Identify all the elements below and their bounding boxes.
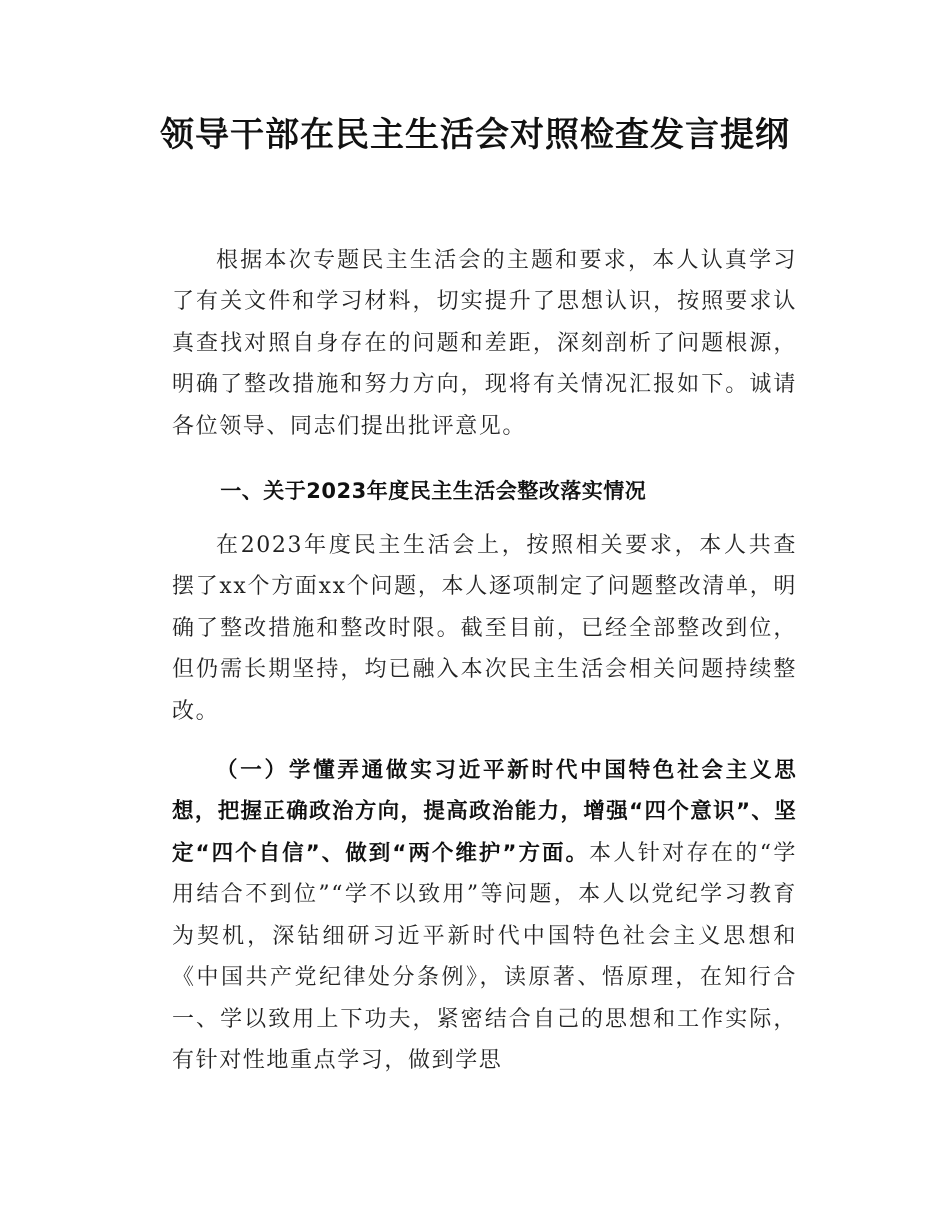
document-title: 领导干部在民主生活会对照检查发言提纲 (160, 115, 790, 155)
item-paragraph (172, 750, 797, 1081)
spacer (172, 732, 797, 750)
section-paragraph: 在2023年度民主生活会上，按照相关要求，本人共查摆了xx个方面xx个问题，本人逐项制定了问题整改清单，明确了整改措施和整改时限。截至目前，已经全部整改到位，但仍需长期坚持，均已融入本次民主生活会相关问题持续整改。 (172, 533, 797, 724)
intro-paragraph: 根据本次专题民主生活会的主题和要求，本人认真学习了有关文件和学习材料，切实提升了思想认识，按照要求认真查找对照自身存在的问题和差距，深刻剖析了问题根源，明确了整改措施和努力方向，现将有关情况汇报如下。诚请各位领导、同志们提出批评意见。 (172, 248, 797, 439)
spacer (172, 511, 797, 525)
document-body (172, 240, 797, 1081)
section-heading: 一、关于2023年度民主生活会整改落实情况 (220, 479, 647, 504)
spacer (172, 447, 797, 461)
item-text: 本人针对存在的“学用结合不到位”“学不以致用”等问题，本人以党纪学习教育为契机，深钻细研习近平新时代中国特色社会主义思想和《中国共产党纪律处分条例》，读原著、悟原理，在知行合一、学以致用上下功夫，紧密结合自己的思想和工作实际，有针对性地重点学习，做到学思 (172, 840, 797, 1073)
item-bold-lead: （一）学懂弄通做实习近平新时代中国特色社会主义思想，把握正确政治方向，提高政治能力，增强“四个意识”、坚定“四个自信”、做到“两个维护”方面。 (172, 758, 797, 866)
